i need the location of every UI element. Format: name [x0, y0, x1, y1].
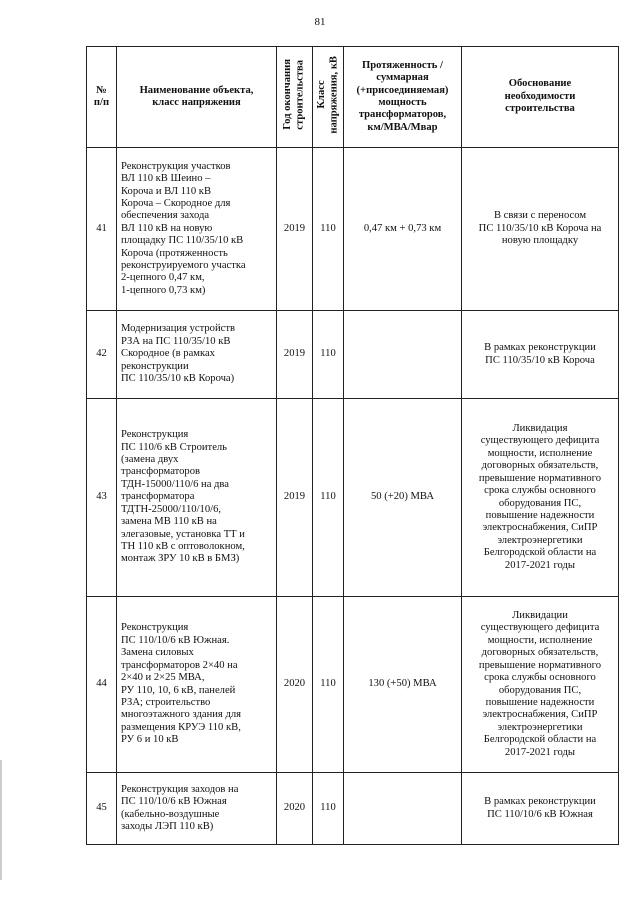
table-row [87, 311, 619, 399]
header-number: № п/п [87, 47, 117, 148]
row-voltage: 110 [313, 597, 344, 773]
row-number: 43 [87, 399, 117, 597]
row-year: 2020 [277, 597, 313, 773]
table-row [87, 597, 619, 773]
table-row [87, 399, 619, 597]
row-voltage: 110 [313, 311, 344, 399]
table-row [87, 773, 619, 845]
row-year: 2019 [277, 148, 313, 311]
row-voltage: 110 [313, 399, 344, 597]
row-capacity: 0,47 км + 0,73 км [344, 148, 462, 311]
page-number: 81 [314, 16, 326, 28]
header-completion-year: Год окончания строительства [277, 47, 313, 148]
row-year: 2019 [277, 311, 313, 399]
row-capacity [344, 773, 462, 845]
construction-objects-table [86, 46, 619, 845]
row-year: 2020 [277, 773, 313, 845]
row-justification: Ликвидация существующего дефицита мощности, исполнение договорных обязательств, превышение нормативного срока службы основного оборудования ПС, повышение надежности электроснабжения, СиПР электроэнергетики Белгородской области на 2017-2021 годы [462, 399, 619, 597]
header-justification: Обоснование необходимости строительства [462, 47, 619, 148]
scan-edge-mark [0, 760, 2, 880]
row-object-name: Реконструкция ПС 110/10/6 кВ Южная. Замена силовых трансформаторов 2×40 на 2×40 и 2×25 МВА, РУ 110, 10, 6 кВ, панелей РЗА; строительство многоэтажного здания для размещения КРУЭ 110 кВ, РУ 6 и 10 кВ [117, 597, 277, 773]
header-voltage-class: Класс напряжения, кВ [313, 47, 344, 148]
row-object-name: Реконструкция участков ВЛ 110 кВ Шеино – Короча и ВЛ 110 кВ Короча – Скородное для обеспечения захода ВЛ 110 кВ на новую площадку ПС 110/35/10 кВ Короча (протяженность реконструируемого участка 2-цепного 0,47 км, 1-цепного 0,73 км) [117, 148, 277, 311]
table-row [87, 148, 619, 311]
row-justification: В связи с переносом ПС 110/35/10 кВ Короча на новую площадку [462, 148, 619, 311]
header-capacity: Протяженность / суммарная (+присоединяемая) мощность трансформаторов, км/МВА/Мвар [344, 47, 462, 148]
row-capacity: 130 (+50) МВА [344, 597, 462, 773]
row-object-name: Реконструкция заходов на ПС 110/10/6 кВ Южная (кабельно-воздушные заходы ЛЭП 110 кВ) [117, 773, 277, 845]
row-capacity [344, 311, 462, 399]
row-justification: В рамках реконструкции ПС 110/35/10 кВ Короча [462, 311, 619, 399]
row-voltage: 110 [313, 773, 344, 845]
row-justification: В рамках реконструкции ПС 110/10/6 кВ Южная [462, 773, 619, 845]
row-number: 42 [87, 311, 117, 399]
table-header-row [87, 47, 619, 148]
row-justification: Ликвидации существующего дефицита мощности, исполнение договорных обязательств, превышение нормативного срока службы основного оборудования ПС, повышение надежности электроснабжения, СиПР электроэнергетики Белгородской области на 2017-2021 годы [462, 597, 619, 773]
row-object-name: Модернизация устройств РЗА на ПС 110/35/10 кВ Скородное (в рамках реконструкции ПС 110/35/10 кВ Короча) [117, 311, 277, 399]
row-number: 44 [87, 597, 117, 773]
row-capacity: 50 (+20) МВА [344, 399, 462, 597]
row-number: 45 [87, 773, 117, 845]
row-voltage: 110 [313, 148, 344, 311]
row-year: 2019 [277, 399, 313, 597]
row-number: 41 [87, 148, 117, 311]
row-object-name: Реконструкция ПС 110/6 кВ Строитель (замена двух трансформаторов ТДН-15000/110/6 на два трансформатора ТДТН-25000/110/10/6, замена МВ 110 кВ на элегазовые, установка ТТ и ТН 110 кВ с оптоволокном, монтаж ЗРУ 10 кВ в БМЗ) [117, 399, 277, 597]
header-object-name: Наименование объекта, класс напряжения [117, 47, 277, 148]
